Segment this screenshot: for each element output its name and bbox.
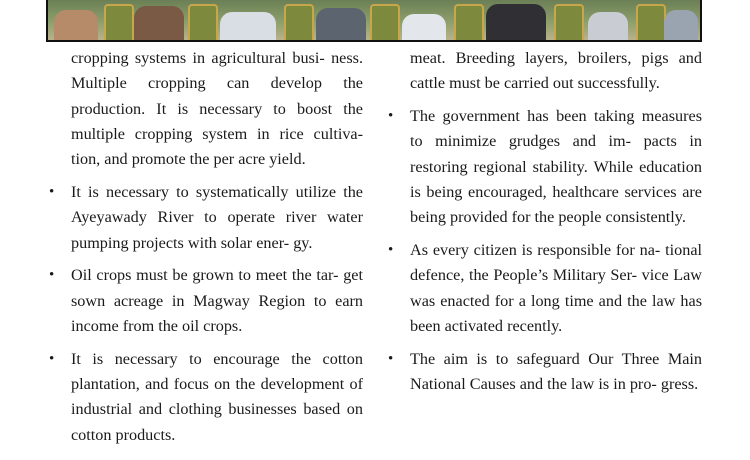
photo-attendee xyxy=(664,10,698,40)
bullet-item: • It is necessary to encourage the cotton plantation, and focus on the development of industrial and clothing businesses based on cotton products. xyxy=(71,347,363,448)
photo-chair xyxy=(284,4,314,40)
bullet-item: • As every citizen is responsible for na- tional defence, the People’s Military Ser- vice Law was enacted for a long time and the law has been activated recently. xyxy=(410,238,702,339)
photo-attendee xyxy=(486,4,546,40)
bullet-item: • It is necessary to systematically utilize the Ayeyawady River to operate river water pumping projects with solar ener- gy. xyxy=(71,180,363,256)
bullet-item: • The government has been taking measures to minimize grudges and im- pacts in restoring regional stability. While education is being encouraged, healthcare services are being provided for the people consistently. xyxy=(410,104,702,230)
photo-attendee xyxy=(54,10,98,40)
photo-attendee xyxy=(588,12,628,40)
photo-chair xyxy=(636,4,666,40)
photo-chair xyxy=(454,4,484,40)
left-column xyxy=(71,46,363,448)
meeting-photo xyxy=(46,0,702,42)
photo-chair xyxy=(188,4,218,40)
photo-chair xyxy=(104,4,134,40)
left-bullet-list xyxy=(71,180,363,448)
right-bullet-list xyxy=(410,104,702,397)
photo-attendee xyxy=(316,8,366,40)
bullet-item: • Oil crops must be grown to meet the tar- get sown acreage in Magway Region to earn income from the oil crops. xyxy=(71,263,363,339)
photo-attendee xyxy=(220,12,276,40)
bullet-item: • The aim is to safeguard Our Three Main National Causes and the law is in pro- gress. xyxy=(410,347,702,398)
photo-chair xyxy=(554,4,584,40)
left-continuation-text: cropping systems in agricultural busi- ness. Multiple cropping can develop the production. It is necessary to boost the multiple cropping system in rice cultiva- tion, and promote the per acre yield. xyxy=(71,49,363,169)
right-continuation-text: meat. Breeding layers, broilers, pigs and cattle must be carried out successfully. xyxy=(410,49,702,93)
photo-chair xyxy=(370,4,400,40)
photo-attendee xyxy=(134,6,184,40)
photo-attendee xyxy=(402,14,446,40)
right-column xyxy=(410,46,702,397)
